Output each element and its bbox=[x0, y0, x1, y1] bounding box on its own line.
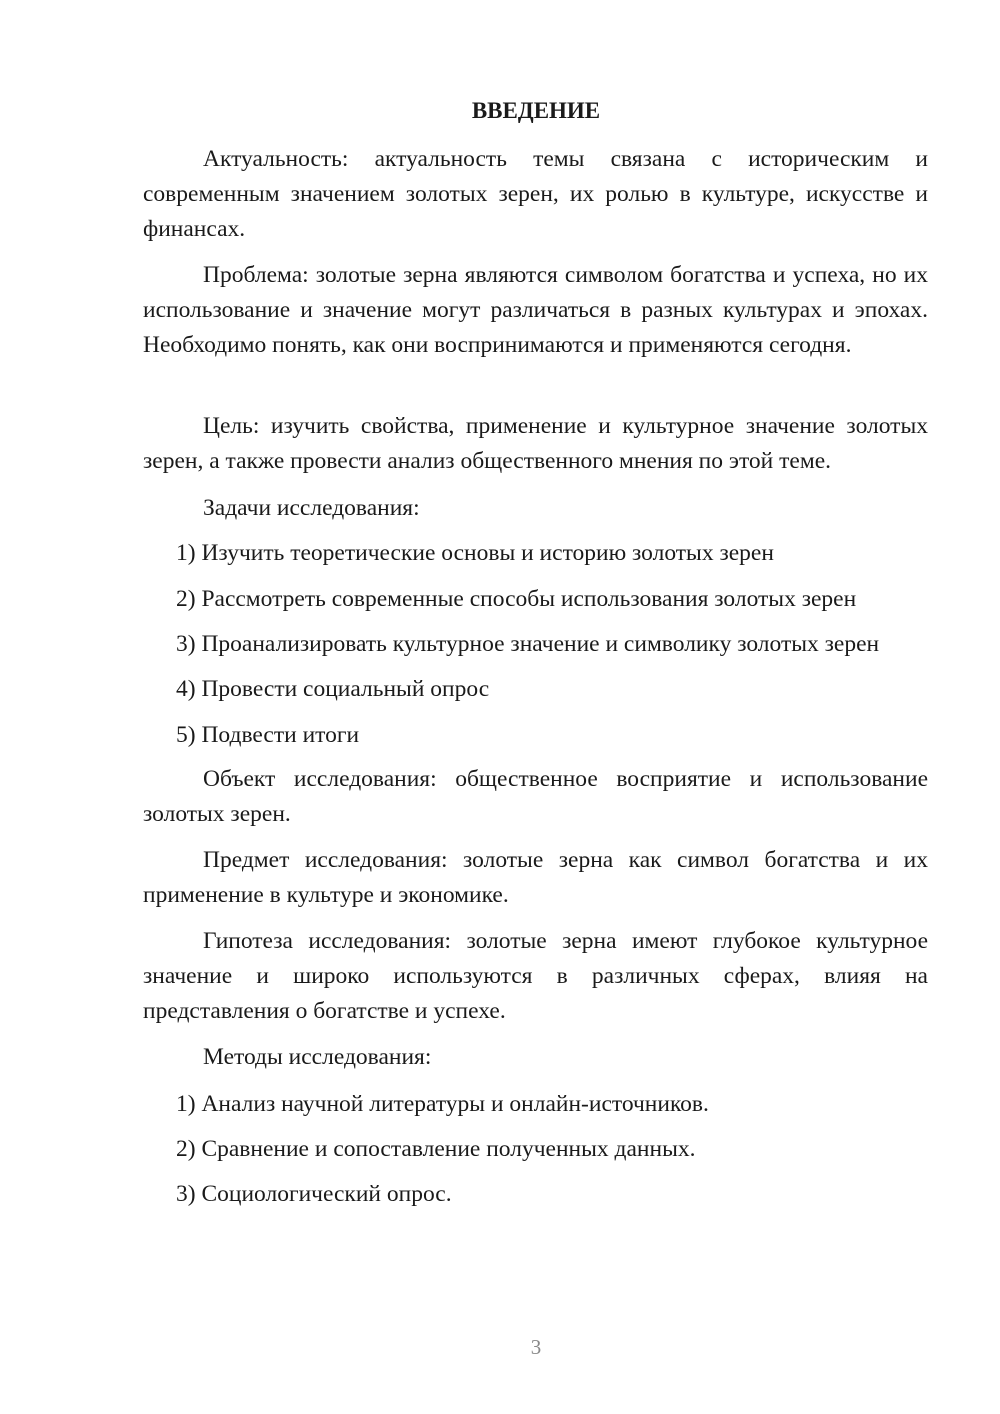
problem-paragraph: Проблема: золотые зерна являются символом богатства и успеха, но их использование и значение могут различаться в разных культурах и эпохах. Необходимо понять, как они воспринимаются и применяются сегодня. bbox=[143, 262, 928, 358]
object-paragraph: Объект исследования: общественное восприятие и использование золотых зерен. bbox=[143, 766, 928, 827]
method-item: 3) Социологический опрос. bbox=[176, 1181, 452, 1207]
hypothesis-paragraph: Гипотеза исследования: золотые зерна имеют глубокое культурное значение и широко используются в различных сферах, влияя на представления о богатстве и успехе. bbox=[143, 928, 928, 1024]
task-item: 2) Рассмотреть современные способы использования золотых зерен bbox=[176, 586, 857, 612]
goal-paragraph: Цель: изучить свойства, применение и культурное значение золотых зерен, а также провести анализ общественного мнения по этой теме. bbox=[143, 413, 928, 474]
method-item: 1) Анализ научной литературы и онлайн-источников. bbox=[176, 1091, 709, 1117]
task-item: 1) Изучить теоретические основы и историю золотых зерен bbox=[176, 540, 774, 566]
task-item: 3) Проанализировать культурное значение и символику золотых зерен bbox=[176, 631, 880, 657]
page-number: 3 bbox=[530, 1335, 542, 1359]
methods-heading: Методы исследования: bbox=[203, 1044, 432, 1070]
tasks-heading: Задачи исследования: bbox=[203, 495, 420, 521]
relevance-paragraph: Актуальность: актуальность темы связана с историческим и современным значением золотых зерен, их ролью в культуре, искусстве и финансах. bbox=[143, 146, 928, 242]
subject-paragraph: Предмет исследования: золотые зерна как символ богатства и их применение в культуре и экономике. bbox=[143, 847, 928, 908]
task-item: 4) Провести социальный опрос bbox=[176, 676, 490, 702]
task-item: 5) Подвести итоги bbox=[176, 722, 360, 748]
method-item: 2) Сравнение и сопоставление полученных данных. bbox=[176, 1136, 696, 1162]
section-title: ВВЕДЕНИЕ bbox=[471, 98, 601, 123]
